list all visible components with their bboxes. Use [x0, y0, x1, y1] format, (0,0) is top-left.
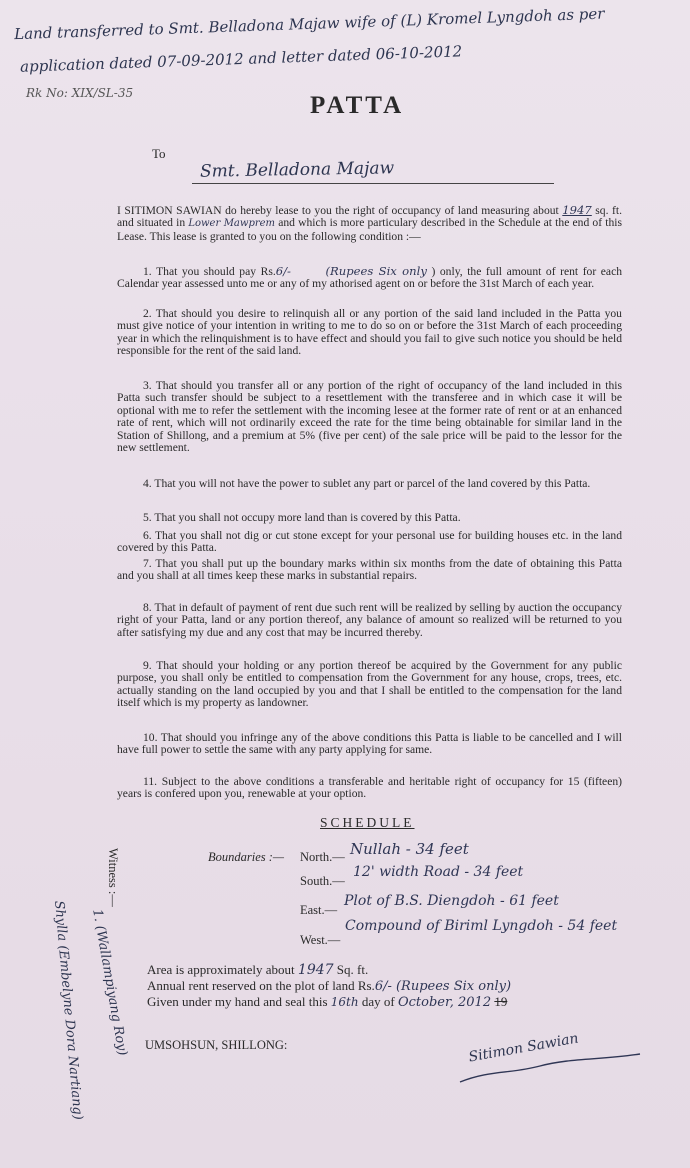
header-note-line2: application dated 07-09-2012 and letter dated 06-10-2012	[19, 42, 463, 76]
condition-1-rent: 6/-	[275, 264, 291, 278]
witness-label: Witness :—	[106, 848, 120, 907]
condition-3-number: 3.	[143, 379, 152, 392]
witness-2: Shylla (Embelyne Dora Nartiang)	[51, 900, 86, 1121]
condition-4	[117, 478, 622, 490]
condition-10	[117, 732, 622, 757]
condition-1-rent-words: (Rupees Six only	[325, 264, 427, 278]
recipient-name: Smt. Belladona Majaw	[199, 158, 395, 182]
condition-6-text: That you shall not dig or cut stone except for your personal use for building houses etc. in the land covered by this Patta.	[117, 529, 622, 555]
intro-text-1: I SITIMON SAWIAN do hereby lease to you the right of occupancy of land measuring about	[117, 204, 559, 217]
condition-3	[117, 380, 622, 454]
area-text: Area is approximately about	[147, 962, 295, 977]
condition-3-text: That should you transfer all or any portion of the right of occupancy of the land included in this Patta such transfer should be subject to a resettlement with the transferee and in which case it will be optional with me to refer the settlement with the incoming lesee at the former rate of rent or at an enhanced rate of rent, which will not ordinarily exceed the rate for the time being obtainable for similar land in the Station of Shillong, and a premium at 5% (five per cent) of the sale price will be paid to the lessor for the new settlement.	[117, 379, 622, 455]
condition-1-text-b: ) only, the full amount of rent for each Calendar year assessed unto me or any of my athorised agent on or before the 31st March of each year.	[117, 265, 623, 291]
area-value: 1947	[297, 962, 334, 978]
schedule-west-value: Compound of Biriml Lyngdoh - 54 feet	[345, 918, 618, 934]
witness-1: 1. (Wallampiyang Roy)	[89, 908, 130, 1057]
condition-11	[117, 776, 622, 801]
intro-text-3: and which is more particulary described in the Schedule at the end of this Lease. This lease is granted to you on the following condition :—	[117, 216, 622, 243]
condition-9-text: That should your holding or any portion thereof be acquired by the Government for any public purpose, you shall only be entitled to compensation from the Government for any house, crops, trees, etc. actually standing on the land occupied by you and that I shall be entitled to the compensation for the land itself which is my property as landowner.	[117, 659, 622, 710]
condition-10-number: 10.	[143, 731, 158, 744]
rent-text: Annual rent reserved on the plot of land Rs.	[147, 978, 375, 993]
condition-7	[117, 558, 622, 583]
condition-9	[117, 660, 622, 710]
condition-4-number: 4.	[143, 477, 152, 490]
intro-location: Lower Mawprem	[188, 218, 276, 230]
schedule-boundaries-label: Boundaries :—	[208, 850, 285, 864]
condition-2	[117, 308, 622, 358]
intro-area: 1947	[562, 203, 592, 217]
condition-7-number: 7.	[143, 557, 152, 570]
condition-6	[117, 530, 622, 555]
reference-number: Rk No: XIX/SL-35	[26, 86, 134, 100]
condition-8	[117, 602, 622, 639]
recipient-underline	[192, 183, 554, 184]
area-line	[147, 962, 368, 978]
condition-2-text: That should you desire to relinquish all or any portion of the said land included in the Patta you must give notice of your intention in writing to me to do so on or before the 31st March of each proceeding year in which the relinquishment is to have effect and should you fail to give such notice you should be held responsible for the rent of the said land.	[117, 307, 622, 358]
condition-9-number: 9.	[143, 659, 152, 672]
given-text: Given under my hand and seal this	[147, 994, 328, 1009]
schedule-south-value: 12' width Road - 34 feet	[353, 864, 524, 880]
condition-2-number: 2.	[143, 307, 152, 320]
signature-stroke	[450, 1040, 650, 1090]
condition-4-text: That you will not have the power to sublet any part or parcel of the land covered by this Patta.	[154, 477, 591, 490]
schedule-heading: SCHEDULE	[320, 815, 415, 830]
condition-5	[117, 512, 622, 524]
condition-1-number: 1.	[143, 265, 152, 278]
condition-11-text: Subject to the above conditions a transferable and heritable right of occupancy for 15 (fifteen) years is confered upon you, renewable at your option.	[117, 775, 623, 801]
given-day: 16th	[330, 995, 359, 1009]
schedule-east-value: Plot of B.S. Diengdoh - 61 feet	[344, 893, 559, 909]
intro-text-2: sq. ft. and situated in	[117, 204, 622, 230]
intro-paragraph	[117, 204, 622, 243]
area-unit: Sq. ft.	[336, 962, 369, 977]
condition-5-text: That you shall not occupy more land than is covered by this Patta.	[154, 511, 461, 524]
given-year-print: 19	[494, 994, 508, 1009]
condition-6-number: 6.	[143, 529, 152, 542]
condition-11-number: 11.	[143, 775, 158, 788]
rent-line	[147, 978, 511, 994]
page-title: PATTA	[310, 92, 405, 119]
condition-5-number: 5.	[143, 511, 152, 524]
schedule-west-label: West.—	[300, 933, 341, 947]
rent-value: 6/- (Rupees Six only)	[374, 979, 512, 994]
landlord-signature: Sitimon Sawian	[467, 1030, 580, 1066]
schedule-east-label: East.—	[300, 903, 338, 917]
condition-7-text: That you shall put up the boundary marks within six months from the date of obtaining this Patta and you shall at all times keep these marks in substantial repairs.	[117, 557, 622, 583]
place-label: UMSOHSUN, SHILLONG:	[145, 1038, 288, 1052]
header-note-line1: Land transferred to Smt. Belladona Majaw wife of (L) Kromel Lyngdoh as per	[13, 4, 605, 44]
schedule-south-label: South.—	[300, 874, 345, 888]
condition-10-text: That should you infringe any of the above conditions this Patta is liable to be cancelled and I will have full power to settle the same with any party applying for same.	[117, 731, 622, 757]
schedule-north-label: North.—	[300, 850, 345, 864]
condition-8-text: That in default of payment of rent due such rent will be realized by selling by auction the occupancy right of your Patta, land or any portion thereof, any balance of amount so realized will be returned to you after satisfying my due and any cost that may be incurred thereby.	[117, 601, 622, 639]
condition-1	[117, 265, 622, 291]
given-mid: day of	[361, 994, 395, 1009]
schedule-north-value: Nullah - 34 feet	[350, 840, 469, 858]
given-line	[147, 994, 507, 1010]
given-date: October, 2012	[397, 995, 492, 1010]
condition-1-text-a: That you should pay Rs.	[156, 265, 276, 278]
condition-8-number: 8.	[143, 601, 152, 614]
to-label: To	[152, 146, 166, 161]
